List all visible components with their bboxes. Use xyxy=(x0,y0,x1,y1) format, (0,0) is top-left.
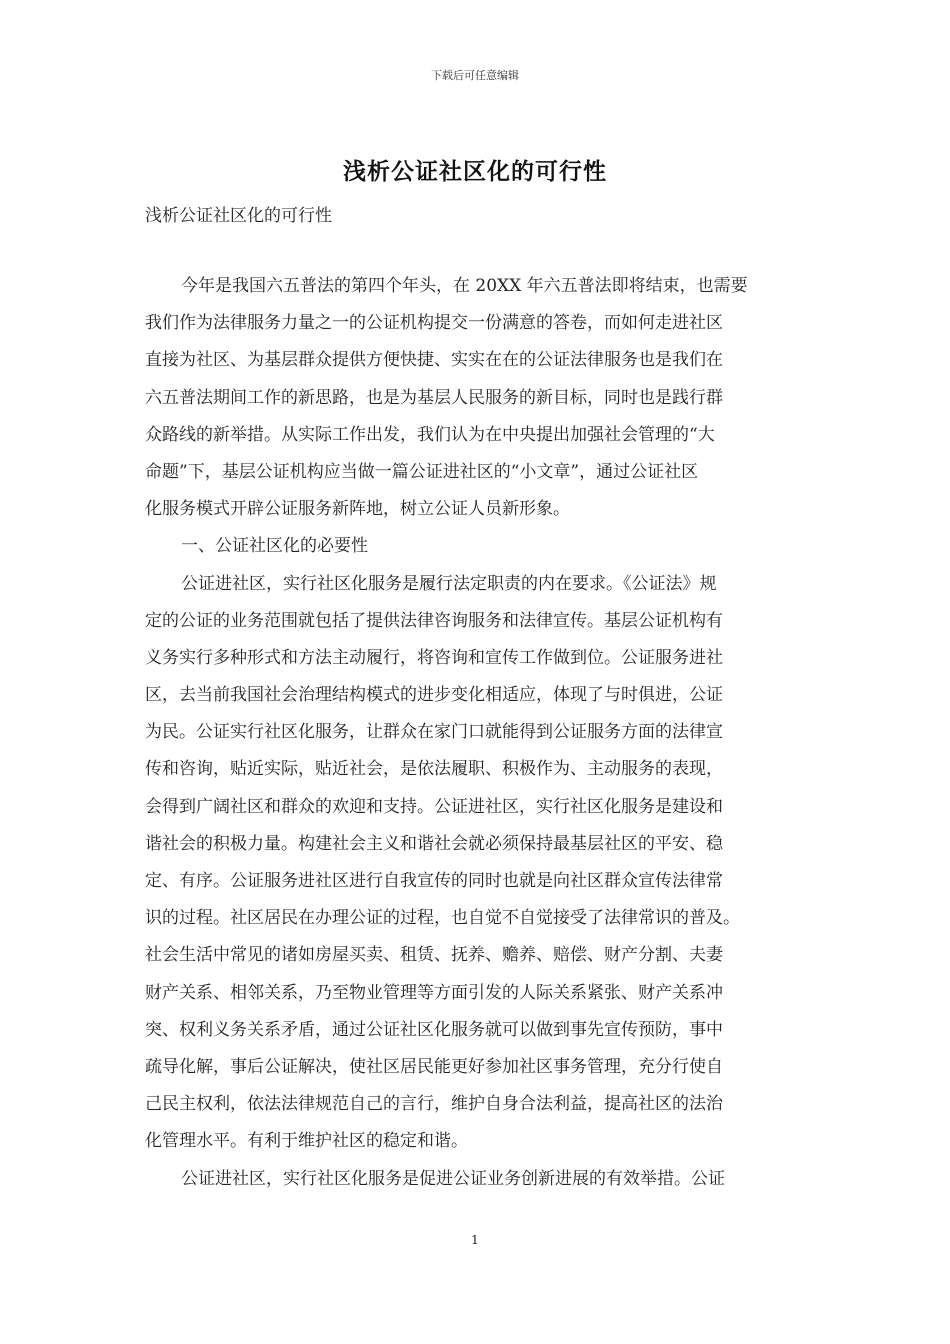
paragraph-line: 化管理水平。有利于维护社区的稳定和谐。 xyxy=(145,1131,468,1152)
paragraph-line: 定、有序。公证服务进社区进行自我宣传的同时也就是向社区群众宣传法律常 xyxy=(145,871,723,891)
paragraph-line: 社会生活中常见的诸如房屋买卖、租赁、抚养、赡养、赔偿、财产分割、夫妻 xyxy=(145,945,723,966)
section-heading: 一、公证社区化的必要性 xyxy=(181,536,368,557)
paragraph-line: 化服务模式开辟公证服务新阵地，树立公证人员新形象。 xyxy=(145,499,570,520)
paragraph-line: 公证进社区，实行社区化服务是促进公证业务创新进展的有效举措。公证 xyxy=(181,1168,725,1189)
paragraph-line: 为民。公证实行社区化服务，让群众在家门口就能得到公证服务方面的法律宣 xyxy=(145,722,723,743)
paragraph-line: 定的公证的业务范围就包括了提供法律咨询服务和法律宣传。基层公证机构有 xyxy=(145,610,723,631)
paragraph-line: 公证进社区，实行社区化服务是履行法定职责的内在要求。《公证法》规 xyxy=(181,573,717,594)
paragraph-line: 识的过程。社区居民在办理公证的过程，也自觉不自觉接受了法律常识的普及。 xyxy=(145,908,740,929)
paragraph-line: 义务实行多种形式和方法主动履行，将咨询和宣传工作做到位。公证服务进社 xyxy=(145,647,723,668)
paragraph-line: 疏导化解，事后公证解决，使社区居民能更好参加社区事务管理，充分行使自 xyxy=(145,1056,723,1077)
paragraph-line: 区，去当前我国社会治理结构模式的进步变化相适应，体现了与时俱进，公证 xyxy=(145,685,723,706)
document-body xyxy=(145,268,810,1198)
document-subtitle: 浅析公证社区化的可行性 xyxy=(145,206,332,226)
paragraph-line: 今年是我国六五普法的第四个年头，在 20XX 年六五普法即将结束，也需要 xyxy=(181,276,748,296)
paragraph-line: 突、权利义务关系矛盾，通过公证社区化服务就可以做到事先宣传预防，事中 xyxy=(145,1019,723,1040)
page-number: 1 xyxy=(471,1233,479,1247)
paragraph-line: 命题”下，基层公证机构应当做一篇公证进社区的“小文章”，通过公证社区 xyxy=(145,461,699,482)
paragraph-line: 六五普法期间工作的新思路，也是为基层人民服务的新目标，同时也是践行群 xyxy=(145,387,723,408)
paragraph-line: 谐社会的积极力量。构建社会主义和谐社会就必须保持最基层社区的平安、稳 xyxy=(145,833,723,854)
paragraph-line: 众路线的新举措。从实际工作出发，我们认为在中央提出加强社会管理的“大 xyxy=(145,424,715,445)
paragraph-line: 直接为社区、为基层群众提供方便快捷、实实在在的公证法律服务也是我们在 xyxy=(145,350,723,371)
paragraph-line: 传和咨询，贴近实际，贴近社会，是依法履职、积极作为、主动服务的表现， xyxy=(145,759,723,780)
header-note: 下载后可任意编辑 xyxy=(431,69,519,82)
paragraph-line: 己民主权利，依法法律规范自己的言行，维护自身合法利益，提高社区的法治 xyxy=(145,1094,723,1115)
paragraph-line: 会得到广阔社区和群众的欢迎和支持。公证进社区，实行社区化服务是建设和 xyxy=(145,796,723,817)
paragraph-line: 我们作为法律服务力量之一的公证机构提交一份满意的答卷，而如何走进社区 xyxy=(145,313,723,334)
paragraph-line: 财产关系、相邻关系，乃至物业管理等方面引发的人际关系紧张、财产关系冲 xyxy=(145,982,723,1003)
document-title: 浅析公证社区化的可行性 xyxy=(343,158,607,185)
